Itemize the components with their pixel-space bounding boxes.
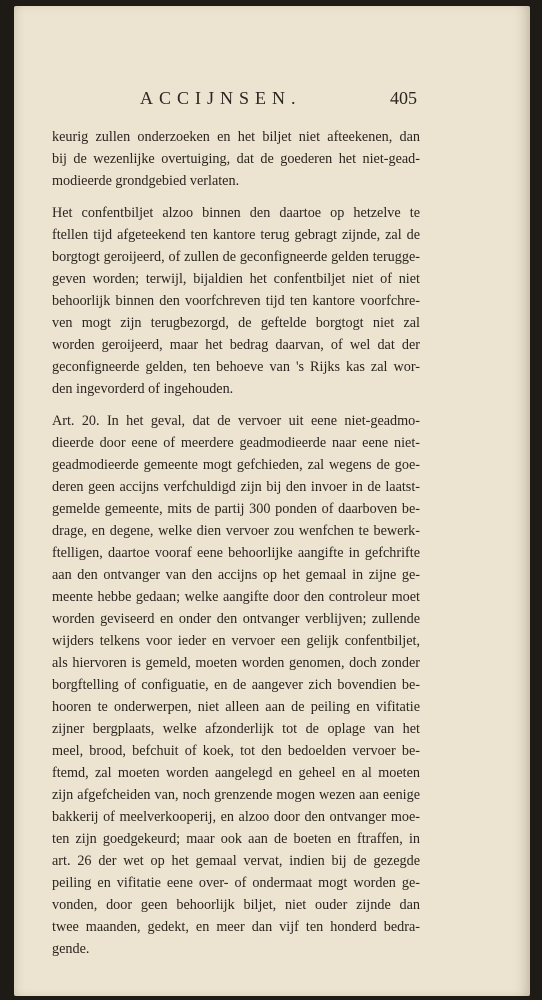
- text-line: ftemd, zal moeten worden aangelegd en geheel en al moeten: [52, 765, 420, 781]
- text-line: behoorlijk binnen den voorfchreven tijd ten kantore voorfchre-: [52, 293, 420, 309]
- text-line: peiling en vifitatie eene over- of ondermaat mogt worden ge-: [52, 875, 420, 891]
- text-line: Het confentbiljet alzoo binnen den daartoe op hetzelve te: [52, 205, 420, 221]
- text-line: gemelde gemeente, mits de partij 300 ponden of daarboven be-: [52, 501, 420, 517]
- text-line: ftelligen, daartoe vooraf eene behoorlijke aangifte in gefchrifte: [52, 545, 420, 561]
- running-head: ACCIJNSEN.: [140, 88, 302, 108]
- text-line: deren geen accijns verfchuldigd zijn bij den invoer in de laatst-: [52, 479, 420, 495]
- text-line: twee maanden, gedekt, en meer dan vijf ten honderd bedra-: [52, 919, 420, 935]
- text-line: ftellen tijd afgeteekend ten kantore terug gebragt zijnde, zal de: [52, 227, 420, 243]
- text-line: geconfigneerde gelden, ten behoeve van 's Rijks kas zal wor-: [52, 359, 420, 375]
- text-line: ten zijn goedgekeurd; maar ook aan de boeten en ftraffen, in: [52, 831, 420, 847]
- text-line: art. 26 der wet op het gemaal vervat, indien bij de gezegde: [52, 853, 420, 869]
- text-line: meente hebbe gedaan; welke aangifte door den controleur moet: [52, 589, 420, 605]
- text-line: aan den ontvanger van den accijns op het gemaal in zijne ge-: [52, 567, 420, 583]
- text-line: vonden, door geen behoorlijk biljet, niet ouder zijnde dan: [52, 897, 420, 913]
- body-text: [52, 126, 420, 970]
- text-line: hooren te onderwerpen, niet alleen aan de peiling en vifitatie: [52, 699, 420, 715]
- page-header: [14, 88, 530, 116]
- text-line: ven mogt zijn terugbezorgd, de geftelde borgtogt niet zal: [52, 315, 420, 331]
- text-line: keurig zullen onderzoeken en het biljet niet afteekenen, dan: [52, 129, 420, 145]
- text-line: als hiervoren is gemeld, moeten worden genomen, doch zonder: [52, 655, 420, 671]
- book-page: [14, 6, 530, 996]
- text-line: Art. 20. In het geval, dat de vervoer uit eene niet-geadmo-: [52, 413, 420, 429]
- text-line: modieerde grondgebied verlaten.: [52, 173, 240, 189]
- paragraph-1: [52, 126, 420, 192]
- text-line: borgftelling of configuatie, en de aangever zich bovendien be-: [52, 677, 420, 693]
- text-line: worden geroijeerd, maar het bedrag daarvan, of wel dat der: [52, 337, 420, 353]
- text-line: geven worden; terwijl, bijaldien het confentbiljet niet of niet: [52, 271, 420, 287]
- text-line: worden geviseerd en onder den ontvanger verblijven; zullende: [52, 611, 420, 627]
- text-line: dieerde door eene of meerdere geadmodieerde naar eene niet-: [52, 435, 420, 451]
- text-line: bij de wezenlijke overtuiging, dat de goederen het niet-gead-: [52, 151, 420, 167]
- text-line: meel, brood, befchuit of koek, tot den bedoelden vervoer be-: [52, 743, 420, 759]
- text-line: wijders telkens voor ieder en vervoer een gelijk confentbiljet,: [52, 633, 420, 649]
- page-number: 405: [390, 88, 417, 108]
- text-line: geadmodieerde gemeente mogt gefchieden, zal wegens de goe-: [52, 457, 420, 473]
- text-line: borgtogt geroijeerd, of zullen de geconfigneerde gelden terugge-: [52, 249, 420, 265]
- text-line: zijn afgefcheiden van, noch grenzende mogen wezen aan eenige: [52, 787, 420, 803]
- paragraph-2: [52, 202, 420, 400]
- text-line: gende.: [52, 941, 90, 957]
- text-line: zijner bergplaats, welke afzonderlijk tot de oplage van het: [52, 721, 420, 737]
- paragraph-3: [52, 410, 420, 960]
- text-line: drage, en degene, welke dien vervoer zou wenfchen te bewerk-: [52, 523, 420, 539]
- text-line: bakkerij of meelverkooperij, en alzoo door den ontvanger moe-: [52, 809, 420, 825]
- text-line: den ingevorderd of ingehouden.: [52, 381, 234, 397]
